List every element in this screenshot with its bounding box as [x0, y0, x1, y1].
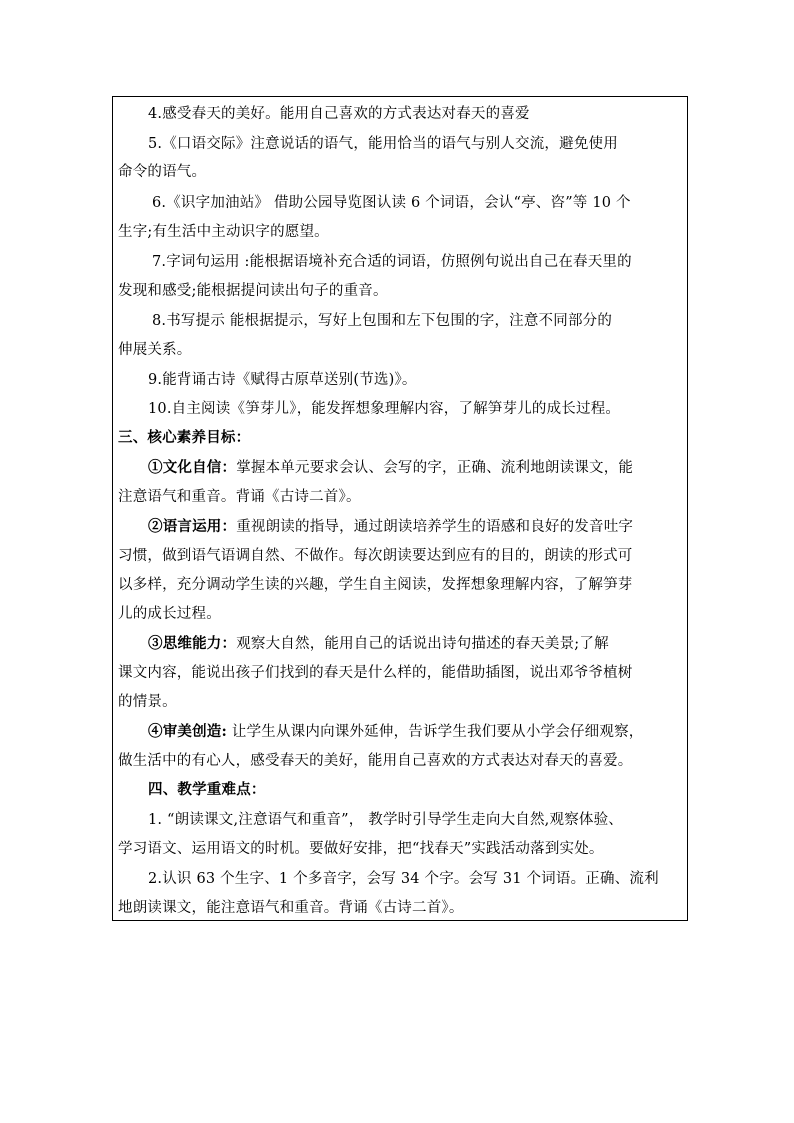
goal-line-10: 10.自主阅读《笋芽儿》，能发挥想象理解内容，了解笋芽儿的成长过程。 [148, 401, 621, 417]
goal-line-6: 6.《识字加油站》 借助公园导览图认读 6 个词语，会认“亭、咨”等 10 个 [152, 195, 631, 211]
goal-line-5-cont: 命令的语气。 [118, 164, 207, 180]
key-point-1-cont: 学习语文、运用语文的时机。要做好安排，把“找春天”实践活动落到实处。 [118, 841, 604, 857]
section-heading-key-points: 四、教学重难点： [148, 781, 266, 798]
literacy-language-cont-3: 儿的成长过程。 [118, 606, 221, 622]
literacy-culture-label: ①文化自信： [148, 459, 237, 476]
goal-line-6-cont: 生字;有生活中主动识字的愿望。 [118, 224, 329, 240]
goal-line-7: 7.字词句运用 :能根据语境补充合适的词语，仿照例句说出自己在春天里的 [152, 254, 632, 270]
literacy-culture-cont: 注意语气和重音。背诵《古诗二首》。 [118, 489, 361, 505]
literacy-language-text: 重视朗读的指导，通过朗读培养学生的语感和良好的发音吐字 [236, 519, 634, 535]
literacy-aesthetic-text: 让学生从课内向课外延伸，告诉学生我们要从小学会仔细观察， [227, 724, 644, 740]
key-point-2-cont: 地朗读课文，能注意语气和重音。背诵《古诗二首》。 [118, 900, 464, 916]
literacy-thinking-line [148, 634, 609, 654]
literacy-culture-text: 掌握本单元要求会认、会写的字，正确、流利地朗读课文，能 [236, 460, 634, 476]
literacy-language-cont-1: 习惯，做到语气语调自然、不做作。每次朗读要达到应有的目的，朗读的形式可 [118, 548, 633, 564]
goal-line-8-cont: 伸展关系。 [118, 342, 192, 358]
literacy-thinking-cont-2: 的情景。 [118, 694, 177, 710]
goal-line-9: 9.能背诵古诗《赋得古原草送别(节选)》。 [148, 372, 417, 388]
goal-line-7-cont: 发现和感受;能根据提问读出句子的重音。 [118, 283, 388, 299]
key-point-2: 2.认识 63 个生字、1 个多音字，会写 34 个字。会写 31 个词语。正确、流利 [148, 871, 659, 887]
literacy-aesthetic-line [148, 722, 643, 742]
literacy-thinking-cont-1: 课文内容，能说出孩子们找到的春天是什么样的，能借助插图，说出邓爷爷植树 [118, 665, 633, 681]
literacy-aesthetic-label: ④审美创造: [148, 723, 228, 740]
goal-line-4: 4.感受春天的美好。能用自己喜欢的方式表达对春天的喜爱 [148, 106, 530, 122]
goal-line-5: 5.《口语交际》注意说话的语气，能用恰当的语气与别人交流，避免使用 [148, 136, 618, 152]
literacy-thinking-text: 观察大自然，能用自己的话说出诗句描述的春天美景;了解 [236, 636, 609, 652]
literacy-aesthetic-cont: 做生活中的有心人，感受春天的美好，能用自己喜欢的方式表达对春天的喜爱。 [118, 753, 633, 769]
literacy-language-label: ②语言运用： [148, 518, 237, 535]
literacy-language-cont-2: 以多样，充分调动学生读的兴趣，学生自主阅读，发挥想象理解内容，了解笋芽 [118, 577, 633, 593]
literacy-culture-line [148, 458, 633, 478]
key-point-1: 1. “朗读课文,注意语气和重音”， 教学时引导学生走向大自然,观察体验、 [148, 812, 623, 828]
section-heading-core-literacy: 三、核心素养目标： [118, 429, 251, 446]
literacy-language-line [148, 517, 633, 537]
literacy-thinking-label: ③思维能力： [148, 635, 237, 652]
goal-line-8: 8.书写提示 能根据提示，写好上包围和左下包围的字，注意不同部分的 [152, 313, 613, 329]
